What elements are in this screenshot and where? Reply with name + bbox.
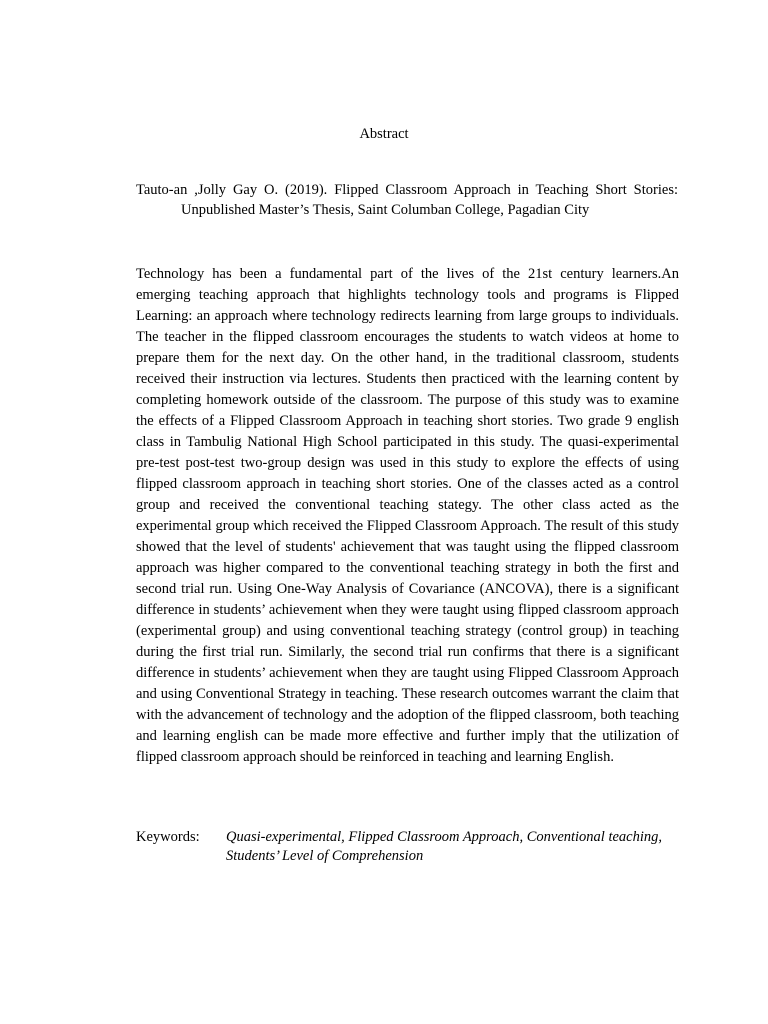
- abstract-body: Technology has been a fundamental part of the lives of the 21st century learners.An emerging teaching approach that highlights technology tools and programs is Flipped Learning: an approach where technology redirects learning from large groups to individuals. The teacher in the flipped classroom encourages the students to watch videos at home to prepare them for the next day. On the other hand, in the traditional classroom, students received their instruction via lectures. Students then practiced with the learning content by completing homework outside of the classroom. The purpose of this study was to examine the effects of a Flipped Classroom Approach in teaching short stories. Two grade 9 english class in Tambulig National High School participated in this study. The quasi-experimental pre-test post-test two-group design was used in this study to explore the effects of using flipped classroom approach in teaching short stories. One of the classes acted as a control group and received the conventional teaching stategy. The other class acted as the experimental group which received the Flipped Classroom Approach. The result of this study showed that the level of students' achievement that was taught using the flipped classroom approach was higher compared to the conventional teaching strategy in both the first and second trial run. Using One-Way Analysis of Covariance (ANCOVA), there is a significant difference in students’ achievement when they were taught using flipped classroom approach (experimental group) and using conventional teaching strategy (control group) in teaching during the first trial run. Similarly, the second trial run confirms that there is a significant difference in students’ achievement when they are taught using Flipped Classroom Approach and using Conventional Strategy in teaching. These research outcomes warrant the claim that with the advancement of technology and the adoption of the flipped classroom, both teaching and learning english can be made more effective and further imply that the utilization of flipped classroom approach should be reinforced in teaching and learning English.: [136, 266, 679, 765]
- abstract-title: Abstract: [359, 126, 409, 142]
- citation: [136, 180, 678, 220]
- keywords-label: Keywords:: [136, 829, 200, 845]
- citation-line-2: Unpublished Master’s Thesis, Saint Columban College, Pagadian City: [181, 202, 590, 218]
- keywords-text: Quasi-experimental, Flipped Classroom Approach, Conventional teaching, Students’ Level of Comprehension: [226, 829, 663, 864]
- citation-line-1: Tauto-an ,Jolly Gay O. (2019). Flipped Classroom Approach in Teaching Short Stories:: [136, 182, 678, 198]
